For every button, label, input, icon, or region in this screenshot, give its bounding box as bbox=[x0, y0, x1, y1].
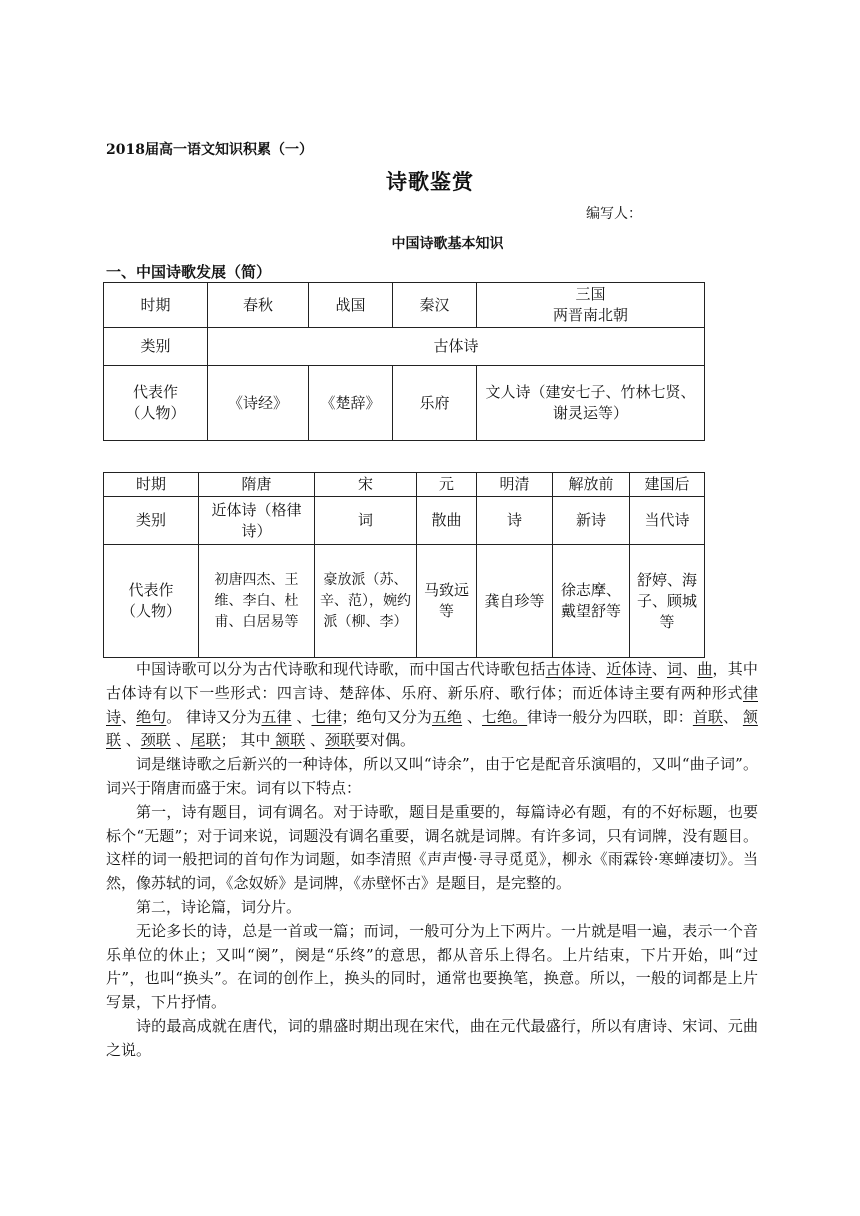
body-text bbox=[106, 658, 758, 1063]
underlined-term: 颔联 bbox=[106, 707, 758, 750]
category-cell: 新诗 bbox=[553, 497, 630, 545]
text-run: ；绝句又分为 bbox=[341, 707, 432, 726]
author-label: 编写人： bbox=[586, 206, 642, 222]
works-cell: 文人诗（建安七子、竹林七贤、谢灵运等） bbox=[477, 366, 705, 441]
category-cell: 词 bbox=[315, 497, 417, 545]
works-cell: 舒婷、海子、顾城等 bbox=[630, 545, 705, 658]
works-cell: 马致远等 bbox=[417, 545, 477, 658]
works-label-line: 代表作 bbox=[132, 383, 178, 401]
text-run: 。 律诗又分为 bbox=[166, 707, 262, 726]
underlined-term: 五律 bbox=[261, 707, 292, 726]
text-run: ； 其中 bbox=[220, 731, 271, 750]
works-cell: 《楚辞》 bbox=[309, 366, 393, 441]
underlined-term: 颈联 bbox=[140, 731, 171, 750]
works-cell: 徐志摩、戴望舒等 bbox=[553, 545, 630, 658]
paragraph-ci-intro: 词是继诗歌之后新兴的一种诗体，所以又叫“诗余”，由于它是配音乐演唱的，又叫“曲子词”。词兴于隋唐而盛于宋。词有以下特点： bbox=[106, 755, 758, 797]
paragraph-conclusion: 诗的最高成就在唐代，词的鼎盛时期出现在宋代，曲在元代最盛行，所以有唐诗、宋词、元曲之说。 bbox=[106, 1016, 758, 1059]
paragraph-ci-feature-1: 第一，诗有题目，词有调名。对于诗歌，题目是重要的，每篇诗必有题，有的不好标题，也要标个“无题”；对于词来说，词题没有调名重要，调名就是词牌。有许多词，只有词牌，没有题目。这样的词一般把词的首句作为词题，如李清照《声声慢·寻寻觅觅》，柳永《雨霖铃·寒蝉凄切》。当然，像苏轼的词，《念奴娇》是词牌，《赤壁怀古》是题目，是完整的。 bbox=[106, 802, 758, 893]
text-run: 要对偶。 bbox=[354, 731, 415, 750]
category-cell: 散曲 bbox=[417, 497, 477, 545]
text-run: 中国诗歌可以分为古代诗歌和现代诗歌，而中国古代诗歌包括 bbox=[136, 660, 546, 678]
works-label-line: （人物） bbox=[125, 404, 186, 422]
period-cell: 建国后 bbox=[630, 473, 705, 497]
underlined-term: 首联 bbox=[692, 707, 723, 726]
category-cell: 古体诗 bbox=[208, 328, 705, 366]
underlined-term: 尾联 bbox=[190, 731, 221, 750]
works-label-line: 代表作 bbox=[128, 581, 174, 599]
underlined-term: 古体诗 bbox=[545, 660, 592, 678]
text-run: 律诗一般分为四联，即： bbox=[527, 707, 693, 726]
period-cell: 隋唐 bbox=[199, 473, 315, 497]
category-cell: 诗 bbox=[477, 497, 553, 545]
table-row bbox=[104, 283, 705, 328]
underlined-term: 律诗 bbox=[106, 683, 758, 726]
category-cell: 近体诗（格律诗） bbox=[199, 497, 315, 545]
works-cell: 豪放派（苏、辛、范），婉约派（柳、李） bbox=[315, 545, 417, 658]
period-label-cell: 时期 bbox=[104, 473, 199, 497]
table-row bbox=[104, 366, 705, 441]
period-line: 两晋南北朝 bbox=[552, 306, 628, 324]
period-cell bbox=[477, 283, 705, 328]
category-label-cell: 类别 bbox=[104, 497, 199, 545]
works-cell: 初唐四杰、王维、李白、杜甫、白居易等 bbox=[199, 545, 315, 658]
underlined-term: 颈联 bbox=[324, 731, 355, 750]
category-cell: 当代诗 bbox=[630, 497, 705, 545]
category-label-cell: 类别 bbox=[104, 328, 208, 366]
text-run: ，其中古体诗有以下一些形式：四言诗、楚辞体、乐府、新乐府、歌行体；而近体诗主要有两种形式 bbox=[106, 660, 758, 702]
table-row bbox=[104, 497, 705, 545]
period-cell: 宋 bbox=[315, 473, 417, 497]
paragraph-ci-feature-2-heading: 第二，诗论篇，词分片。 bbox=[136, 897, 302, 916]
text-run: 、 bbox=[305, 731, 325, 750]
section-heading: 一、中国诗歌发展（简） bbox=[106, 263, 272, 281]
underlined-term: 近体诗 bbox=[606, 660, 652, 678]
period-line: 三国 bbox=[575, 285, 606, 303]
works-cell: 乐府 bbox=[393, 366, 477, 441]
period-label-cell: 时期 bbox=[104, 283, 208, 328]
works-cell: 龚自珍等 bbox=[477, 545, 553, 658]
text-run: 、 bbox=[682, 660, 698, 678]
paragraph-poetry-classification bbox=[106, 658, 758, 753]
text-run: 、 bbox=[170, 731, 191, 750]
paragraph-ci-feature-2: 无论多长的诗，总是一首或一篇；而词，一般可分为上下两片。一片就是唱一遍，表示一个音乐单位的休止；又叫“阕”，阕是“乐终”的意思，都从音乐上得名。上片结束，下片开始，叫“过片”，也叫“换头”。在词的创作上，换头的同时，通常也要换笔，换意。所以，一般的词都是上片写景，下片抒情。 bbox=[106, 921, 758, 1012]
underlined-term: 颔联 bbox=[270, 731, 306, 750]
text-run: 、 bbox=[722, 707, 743, 726]
underlined-term: 绝句 bbox=[136, 707, 167, 726]
document-title: 诗歌鉴赏 bbox=[386, 169, 474, 194]
table-row bbox=[104, 473, 705, 497]
table-row bbox=[104, 545, 705, 658]
works-label-cell bbox=[104, 545, 199, 658]
underlined-term: 七绝。 bbox=[481, 707, 528, 726]
underlined-term: 七律 bbox=[311, 707, 342, 726]
period-cell: 解放前 bbox=[553, 473, 630, 497]
period-cell: 春秋 bbox=[208, 283, 309, 328]
text-run: 、 bbox=[462, 707, 482, 726]
text-run: 、 bbox=[291, 707, 312, 726]
works-cell: 《诗经》 bbox=[208, 366, 309, 441]
table-row bbox=[104, 328, 705, 366]
underlined-term: 五绝 bbox=[431, 707, 463, 726]
poetry-history-table-2 bbox=[103, 472, 705, 658]
period-cell: 秦汉 bbox=[393, 283, 477, 328]
text-run: 、 bbox=[651, 660, 668, 678]
document-header: 2018届高一语文知识积累（一） bbox=[106, 142, 313, 158]
section-subtitle: 中国诗歌基本知识 bbox=[391, 236, 504, 252]
underlined-term: 词 bbox=[667, 660, 683, 678]
text-run: 、 bbox=[121, 707, 137, 726]
works-label-cell bbox=[104, 366, 208, 441]
period-cell: 明清 bbox=[477, 473, 553, 497]
period-cell: 元 bbox=[417, 473, 477, 497]
period-cell: 战国 bbox=[309, 283, 393, 328]
works-label-line: （人物） bbox=[120, 602, 181, 620]
poetry-history-table-1 bbox=[103, 282, 705, 441]
text-run: 、 bbox=[591, 660, 607, 678]
underlined-term: 曲 bbox=[697, 660, 713, 678]
text-run: 、 bbox=[121, 731, 141, 750]
